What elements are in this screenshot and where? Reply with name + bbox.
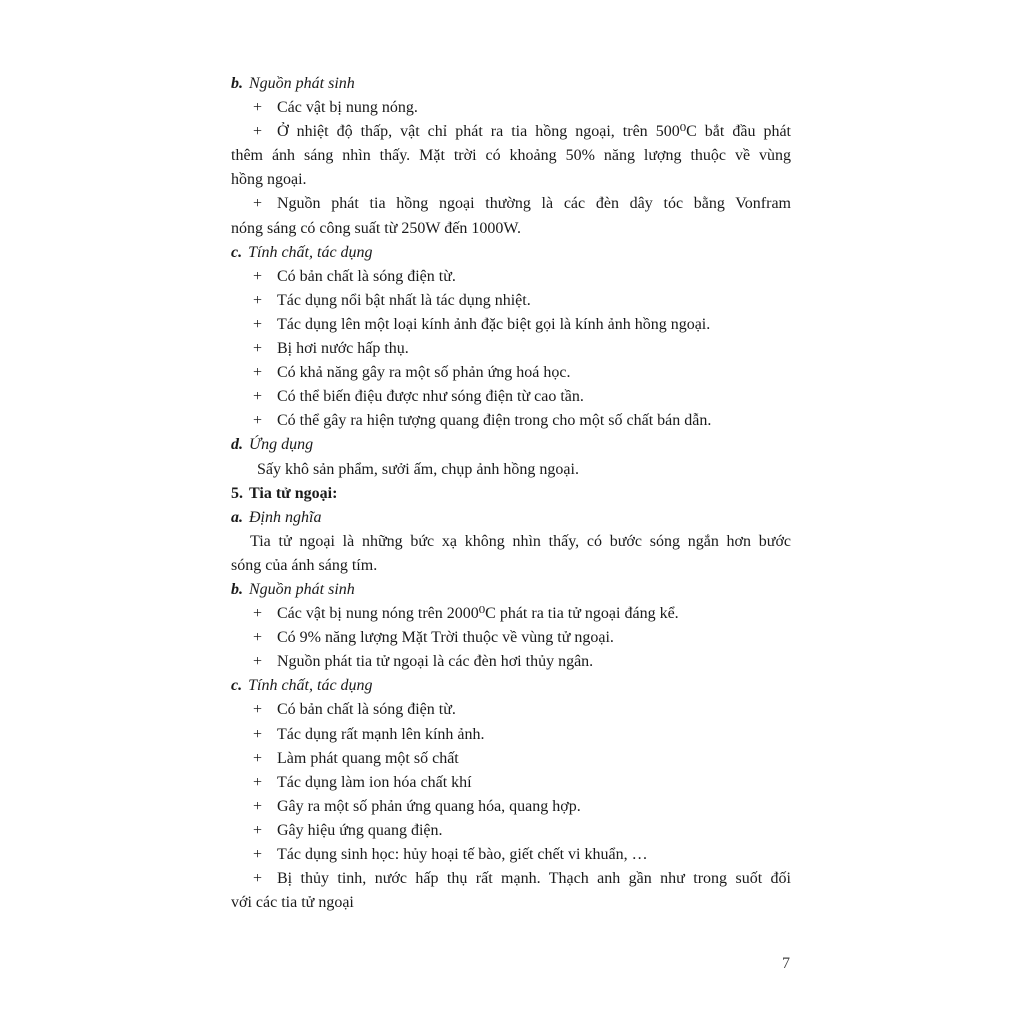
list-item: + Các vật bị nung nóng.	[253, 99, 418, 117]
page-body	[231, 72, 791, 915]
list-item: + Tác dụng làm ion hóa chất khí	[253, 773, 472, 791]
list-item: + Có bản chất là sóng điện từ.	[253, 701, 456, 719]
list-item: + Có 9% năng lượng Mặt Trời thuộc về vùng tử ngoại.	[253, 629, 614, 647]
list-item: + Có khả năng gây ra một số phản ứng hoá học.	[253, 364, 571, 382]
list-item: + Có thể gây ra hiện tượng quang điện trong cho một số chất bán dẫn.	[253, 412, 712, 430]
list-item: + Các vật bị nung nóng trên 2000⁰C phát ra tia tử ngoại đáng kể.	[253, 605, 679, 623]
list-item: + Bị thủy tinh, nước hấp thụ rất mạnh. Thạch anh gần như trong suốt đối	[253, 870, 791, 888]
list-item: + Bị hơi nước hấp thụ.	[253, 340, 409, 358]
paragraph: Sấy khô sản phẩm, sưởi ấm, chụp ảnh hồng ngoại.	[257, 460, 579, 478]
list-item: + Có bản chất là sóng điện từ.	[253, 267, 456, 285]
paragraph-continuation: sóng của ánh sáng tím.	[231, 556, 378, 574]
list-item-continuation: với các tia tử ngoại	[231, 894, 354, 912]
section-heading-c-properties-uv: c. Tính chất, tác dụng	[231, 677, 373, 695]
list-item: + Nguồn phát tia tử ngoại là các đèn hơi thủy ngân.	[253, 653, 594, 671]
section-heading-5-ultraviolet: 5. Tia tử ngoại:	[231, 484, 338, 502]
section-heading-b-source: b. Nguồn phát sinh	[231, 75, 355, 92]
section-heading-a-definition: a. Định nghĩa	[231, 508, 322, 526]
list-item: + Có thể biến điệu được như sóng điện từ cao tần.	[253, 388, 584, 406]
list-item: + Tác dụng lên một loại kính ảnh đặc biệt gọi là kính ảnh hồng ngoại.	[253, 315, 711, 333]
section-heading-d-applications: d. Ứng dụng	[231, 436, 314, 454]
paragraph: Tia tử ngoại là những bức xạ không nhìn thấy, có bước sóng ngắn hơn bước	[250, 532, 791, 550]
section-heading-b-source-uv: b. Nguồn phát sinh	[231, 580, 355, 598]
list-item: + Gây hiệu ứng quang điện.	[253, 821, 443, 839]
list-item: + Gây ra một số phản ứng quang hóa, quang hợp.	[253, 797, 581, 815]
list-item: + Ở nhiệt độ thấp, vật chỉ phát ra tia hồng ngoại, trên 500⁰C bắt đầu phát	[253, 123, 791, 141]
list-item-continuation: nóng sáng có công suất từ 250W đến 1000W.	[231, 219, 521, 237]
section-heading-c-properties: c. Tính chất, tác dụng	[231, 243, 373, 261]
list-item-continuation: thêm ánh sáng nhìn thấy. Mặt trời có khoảng 50% năng lượng thuộc về vùng	[231, 147, 791, 165]
page-number: 7	[782, 955, 790, 972]
list-item: + Tác dụng nổi bật nhất là tác dụng nhiệt.	[253, 291, 531, 309]
list-item: + Làm phát quang một số chất	[253, 749, 459, 767]
list-item: + Tác dụng rất mạnh lên kính ảnh.	[253, 725, 485, 743]
list-item-continuation: hồng ngoại.	[231, 171, 307, 189]
list-item: + Tác dụng sinh học: hủy hoại tế bào, giết chết vi khuẩn, …	[253, 846, 648, 863]
list-item: + Nguồn phát tia hồng ngoại thường là các đèn dây tóc bằng Vonfram	[253, 195, 791, 213]
